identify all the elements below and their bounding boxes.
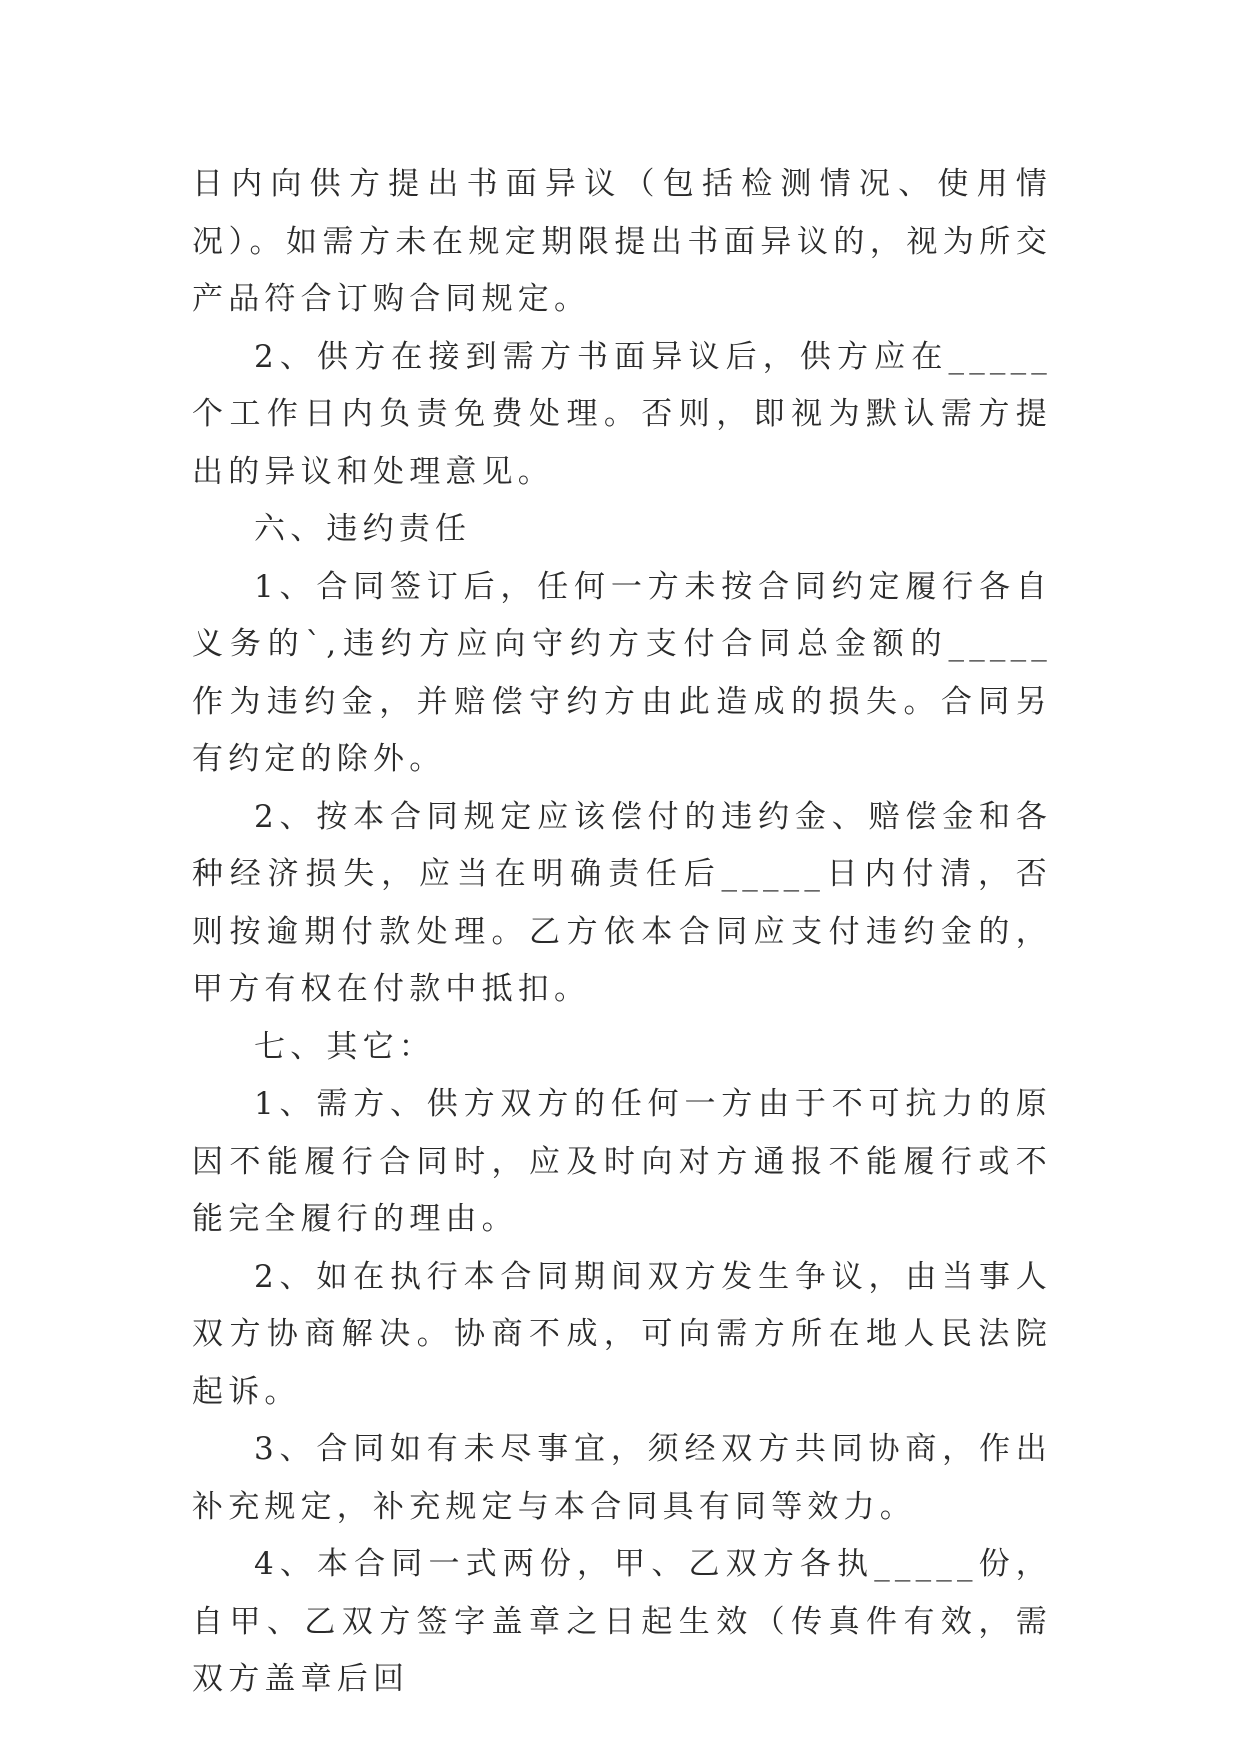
paragraph-supplier-handling: 2、供方在接到需方书面异议后，供方应在_____个工作日内负责免费处理。否则，即视为默认需方提出的异议和处理意见。: [192, 338, 1052, 490]
section-heading-breach-liability: 六、违约责任: [254, 511, 472, 547]
paragraph-supplementary-terms: 3、合同如有未尽事宜，须经双方共同协商，作出补充规定，补充规定与本合同具有同等效力。: [192, 1431, 1052, 1525]
section-heading-other: 七、其它：: [254, 1028, 435, 1065]
document-body: [192, 156, 1052, 1709]
paragraph-copies-effective: 4、本合同一式两份，甲、乙双方各执_____份，自甲、乙双方签字盖章之日起生效（传真件有效，需双方盖章后回: [192, 1546, 1052, 1697]
paragraph-dispute-resolution: 2、如在执行本合同期间双方发生争议，由当事人双方协商解决。协商不成，可向需方所在地人民法院起诉。: [192, 1258, 1052, 1410]
paragraph-objection-period: 日内向供方提出书面异议（包括检测情况、使用情况）。如需方未在规定期限提出书面异议的，视为所交产品符合订购合同规定。: [192, 166, 1052, 317]
paragraph-force-majeure: 1、需方、供方双方的任何一方由于不可抗力的原因不能履行合同时，应及时向对方通报不能履行或不能完全履行的理由。: [192, 1086, 1052, 1237]
paragraph-breach-penalty: 1、合同签订后，任何一方未按合同约定履行各自义务的`,违约方应向守约方支付合同总金额的_____作为违约金，并赔偿守约方由此造成的损失。合同另有约定的除外。: [192, 568, 1052, 777]
paragraph-payment-deadline: 2、按本合同规定应该偿付的违约金、赔偿金和各种经济损失，应当在明确责任后_____日内付清，否则按逾期付款处理。乙方依本合同应支付违约金的，甲方有权在付款中抵扣。: [192, 798, 1052, 1007]
